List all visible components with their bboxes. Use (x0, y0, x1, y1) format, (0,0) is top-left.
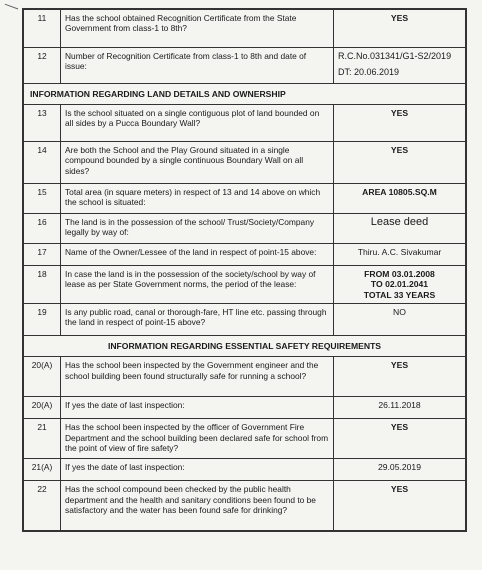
table-row (24, 397, 466, 419)
row-question: The land is in the possession of the school/ Trust/Society/Company legally by way of: (61, 214, 334, 244)
table-row (24, 184, 466, 214)
row-answer: AREA 10805.SQ.M (334, 184, 466, 214)
row-question: If yes the date of last inspection: (61, 397, 334, 419)
row-number: 18 (24, 266, 61, 304)
answer-line: FROM 03.01.2008 (364, 269, 435, 280)
section-header-safety (24, 336, 466, 357)
page-corner-mark (4, 4, 19, 13)
table-row (24, 142, 466, 184)
answer-line: DT: 20.06.2019 (338, 67, 400, 78)
table-row (24, 10, 466, 48)
row-question: Has the school been inspected by the officer of Government Fire Department and the school building been declared safe for school from the point of view of fire safety? (61, 419, 334, 459)
row-number: 14 (24, 142, 61, 184)
row-answer: YES (334, 10, 466, 48)
row-number: 13 (24, 105, 61, 142)
section-title: INFORMATION REGARDING ESSENTIAL SAFETY REQUIREMENTS (24, 336, 466, 357)
table-row (24, 357, 466, 397)
row-question: Is any public road, canal or thorough-fare, HT line etc. passing through the land in respect of point-15 above? (61, 304, 334, 336)
row-number: 20(A) (24, 397, 61, 419)
row-answer: YES (334, 481, 466, 531)
row-answer: NO (334, 304, 466, 336)
section-header-land (24, 84, 466, 105)
row-number: 22 (24, 481, 61, 531)
row-answer: 26.11.2018 (334, 397, 466, 419)
table-row (24, 214, 466, 244)
row-answer: Lease deed (334, 214, 466, 244)
row-number: 15 (24, 184, 61, 214)
table-row (24, 244, 466, 266)
table-row (24, 105, 466, 142)
table-row (24, 48, 466, 84)
row-question: Has the school been inspected by the Government engineer and the school building been found structurally safe for running a school? (61, 357, 334, 397)
row-answer: 29.05.2019 (334, 459, 466, 481)
row-number: 21(A) (24, 459, 61, 481)
row-question: In case the land is in the possession of the society/school by way of lease as per State Government norms, the period of the lease: (61, 266, 334, 304)
row-number: 11 (24, 10, 61, 48)
row-answer: YES (334, 357, 466, 397)
row-answer: YES (334, 142, 466, 184)
row-number: 12 (24, 48, 61, 84)
row-answer: YES (334, 105, 466, 142)
answer-line: TO 02.01.2041 (370, 279, 429, 290)
document-table (22, 8, 467, 532)
row-question: If yes the date of last inspection: (61, 459, 334, 481)
table-row (24, 459, 466, 481)
row-number: 17 (24, 244, 61, 266)
row-number: 16 (24, 214, 61, 244)
table-row (24, 481, 466, 531)
row-answer: YES (334, 419, 466, 459)
table-row (24, 419, 466, 459)
row-question: Number of Recognition Certificate from class-1 to 8th and date of issue: (61, 48, 334, 84)
answer-line: R.C.No.031341/G1-S2/2019 (338, 51, 452, 61)
table-row (24, 304, 466, 336)
row-question: Has the school compound been checked by the public health department and the health and sanitary conditions been found to be satisfactory and the water has been found safe for drinking? (61, 481, 334, 531)
row-question: Has the school obtained Recognition Certificate from the State Government from class-1 to 8th? (61, 10, 334, 48)
row-question: Name of the Owner/Lessee of the land in respect of point-15 above: (61, 244, 334, 266)
row-question: Is the school situated on a single contiguous plot of land bounded on all sides by a Pucca Boundary Wall? (61, 105, 334, 142)
row-answer: Thiru. A.C. Sivakumar (334, 244, 466, 266)
row-number: 21 (24, 419, 61, 459)
row-number: 20(A) (24, 357, 61, 397)
row-question: Are both the School and the Play Ground situated in a single compound bounded by a single continuous Boundary Wall on all sides? (61, 142, 334, 184)
row-answer (334, 266, 466, 304)
row-number: 19 (24, 304, 61, 336)
row-question: Total area (in square meters) in respect of 13 and 14 above on which the school is situated: (61, 184, 334, 214)
table-row (24, 266, 466, 304)
section-title: INFORMATION REGARDING LAND DETAILS AND OWNERSHIP (24, 84, 466, 105)
row-answer (334, 48, 466, 84)
answer-line: TOTAL 33 YEARS (363, 289, 436, 300)
